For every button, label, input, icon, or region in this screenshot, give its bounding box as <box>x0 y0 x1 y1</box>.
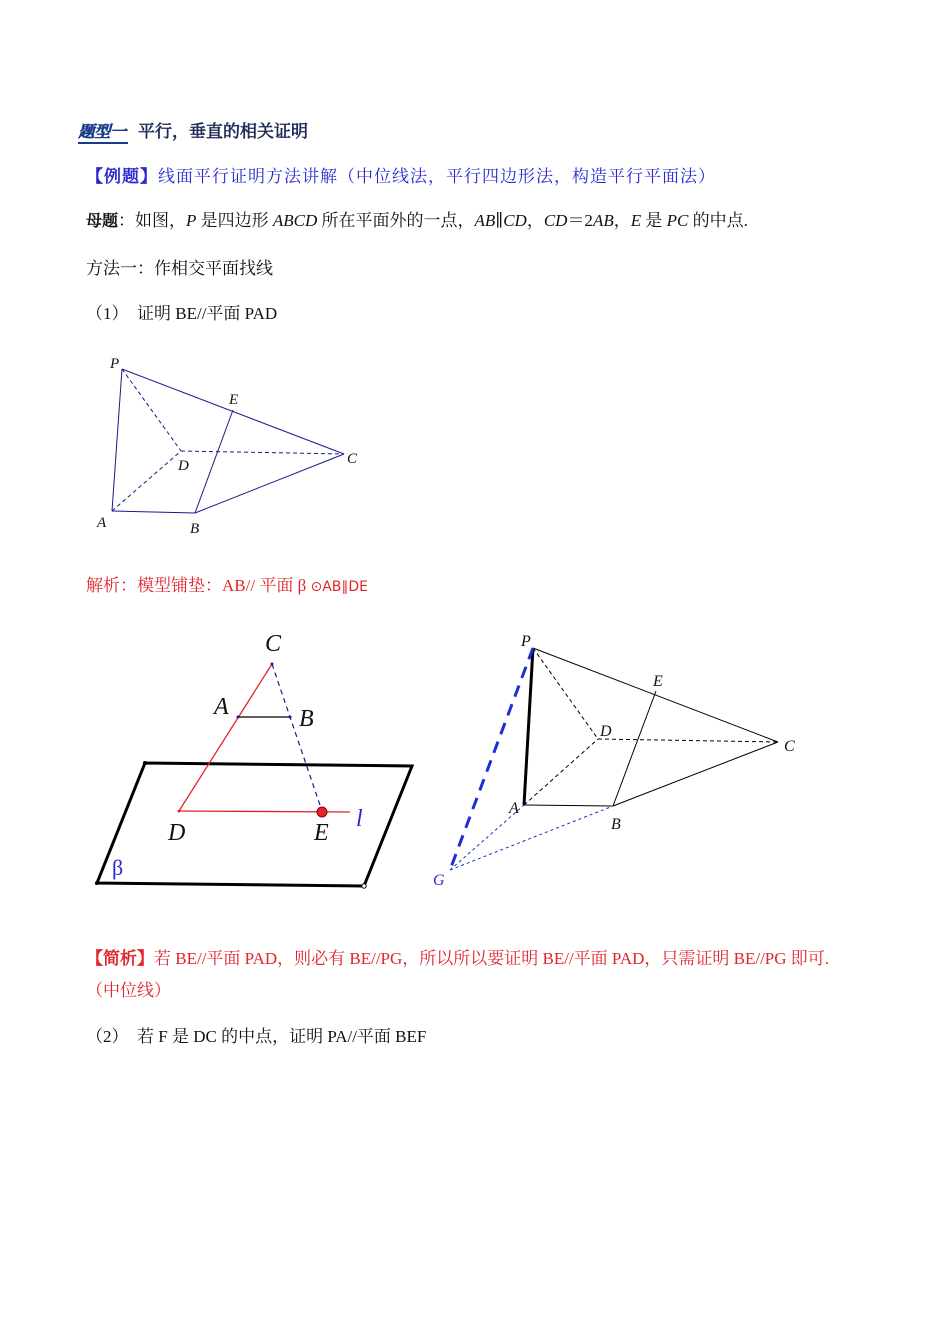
mp-var: P <box>186 211 197 230</box>
segment-be <box>613 691 656 806</box>
label-a: A <box>214 694 229 720</box>
mp-var: E <box>630 211 642 230</box>
label-e: E <box>314 820 329 846</box>
brief-tag: 【简析】 <box>86 949 154 968</box>
label-p: P <box>110 356 120 372</box>
mp-text: ， <box>526 211 544 230</box>
edge-dc-hidden <box>598 739 778 742</box>
label-e: E <box>229 392 239 408</box>
section-title: 平行，垂直的相关证明 <box>138 122 309 142</box>
mp-text: ：如图， <box>118 211 187 230</box>
edge-bc <box>613 742 778 806</box>
question-one: （1） 证明 BE//平面 PAD <box>86 304 278 323</box>
label-c: C <box>347 451 358 467</box>
circled-symbol: ⊙ <box>310 579 323 595</box>
analysis-mid: // 平面 β <box>245 576 311 595</box>
mp-var: CD <box>543 211 568 230</box>
analysis-tail: AB∥DE <box>322 579 369 595</box>
label-p: P <box>521 633 531 650</box>
mp-text: 是四边形 <box>196 211 273 230</box>
edge-ad-hidden <box>524 739 598 805</box>
mp-var: AB <box>592 211 614 230</box>
label-e: E <box>653 673 663 690</box>
label-b: B <box>611 816 621 833</box>
edge-pd-hidden <box>533 648 598 739</box>
label-b: B <box>190 521 200 537</box>
section-badge: 题型一 <box>78 119 128 144</box>
label-l: l <box>356 806 363 832</box>
example-label: 【例题】 <box>86 167 158 186</box>
label-g: G <box>433 872 445 889</box>
brief-analysis <box>86 943 856 1007</box>
label-d: D <box>168 820 186 846</box>
label-a: A <box>509 800 519 817</box>
line-pg <box>450 648 533 870</box>
mp-var: ABCD <box>272 211 318 230</box>
label-c: C <box>784 738 795 755</box>
method-one: 方法一：作相交平面找线 <box>86 259 273 278</box>
label-d: D <box>178 458 189 474</box>
analysis-prefix: 解析：模型铺垫：AB <box>86 576 246 595</box>
label-c: C <box>265 631 282 657</box>
brief-text: 若 BE//平面 PAD，则必有 BE//PG，所以所以要证明 BE//平面 PAD，只需证明 BE//PG 即可.（中位线） <box>86 949 830 1000</box>
example-text: 线面平行证明方法讲解（中位线法，平行四边形法，构造平行平面法） <box>158 167 716 186</box>
edge-pc <box>533 648 778 742</box>
label-beta: β <box>112 855 124 880</box>
mp-var: AB <box>474 211 496 230</box>
mp-var: CD <box>503 211 527 230</box>
mp-text: ＝2 <box>567 211 593 230</box>
question-two: （2） 若 F 是 DC 的中点，证明 PA//平面 BEF <box>86 1027 427 1046</box>
mother-problem-label: 母题 <box>86 211 119 230</box>
mp-text: ， <box>613 211 631 230</box>
label-b: B <box>299 706 314 732</box>
mp-symbol: ∥ <box>495 211 504 230</box>
mp-text: 是 <box>641 211 667 230</box>
mp-text: 所在平面外的一点， <box>317 211 475 230</box>
line-gb <box>450 806 613 870</box>
edge-ab <box>524 805 613 806</box>
label-a: A <box>97 515 107 531</box>
mp-var: PC <box>666 211 689 230</box>
label-d: D <box>600 723 612 740</box>
mp-text: 的中点. <box>688 211 748 230</box>
